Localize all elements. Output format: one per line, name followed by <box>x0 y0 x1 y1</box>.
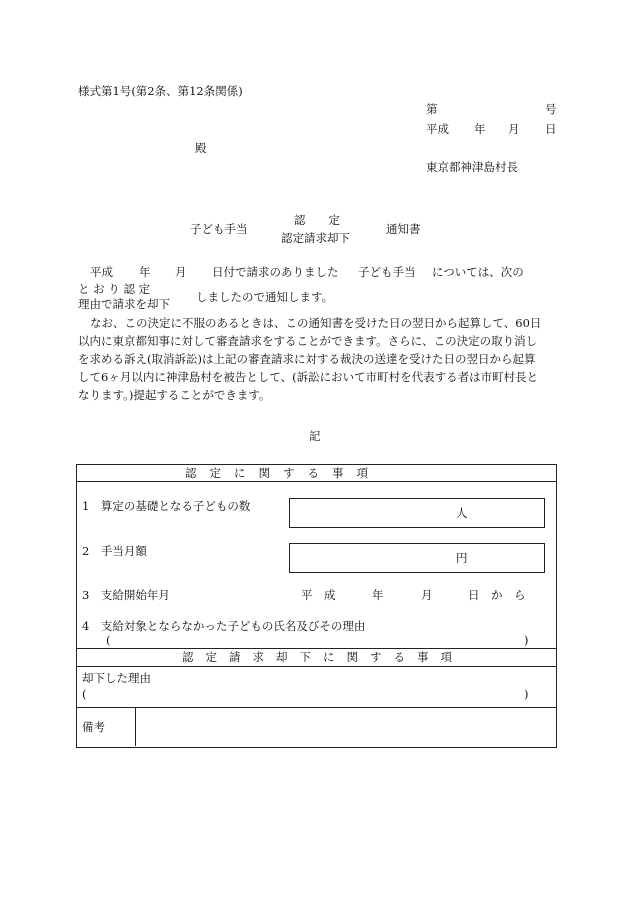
item-excluded-children-label: 4 支給対象とならなかった子どもの氏名及びその理由 <box>82 619 366 633</box>
rejection-reason-label: 却下した理由 <box>82 671 151 685</box>
body-date-rest: 日付で請求のありました <box>212 265 339 279</box>
body-option-reject: 理由で請求を却下 <box>78 297 170 311</box>
date-month: 月 <box>508 122 520 136</box>
divider <box>76 707 556 708</box>
appeal-line-4: して6ヶ月以内に神津島村を被告として、(訴訟において市町村を代表する者は市町村長と <box>78 370 539 384</box>
item-start-date-label: 3 支給開始年月 <box>82 588 170 602</box>
form-number: 様式第1号(第2条、第12条関係) <box>78 84 243 98</box>
item-monthly-amount-label: 2 手当月額 <box>82 544 147 558</box>
start-date-day: 日 か ら <box>468 588 526 602</box>
date-day: 日 <box>545 122 557 136</box>
title-option-approve: 認 定 <box>294 213 340 227</box>
date-year: 年 <box>474 122 486 136</box>
number-suffix: 号 <box>545 102 557 116</box>
body-month: 月 <box>175 265 187 279</box>
body-era: 平成 <box>90 265 113 279</box>
date-era: 平成 <box>426 122 449 136</box>
title-subject: 子ども手当 <box>190 222 248 236</box>
section-rejection-header: 認定請求却下に関する事項 <box>182 650 464 664</box>
appeal-line-1: なお、この決定に不服のあるときは、この通知書を受けた日の翌日から起算して、60日 <box>90 316 542 330</box>
ki-heading: 記 <box>309 429 321 443</box>
divider <box>76 666 556 667</box>
number-prefix: 第 <box>426 102 438 116</box>
body-option-approve: と お り 認 定 <box>78 282 151 296</box>
body-year: 年 <box>139 265 151 279</box>
appeal-line-2: 以内に東京都知事に対して審査請求をすることができます。さらに、この決定の取り消し <box>78 334 538 348</box>
issuer-name: 東京都神津島村長 <box>426 160 518 174</box>
body-subject: 子ども手当 <box>358 265 416 279</box>
addressee-suffix: 殿 <box>195 141 207 155</box>
start-date-month: 月 <box>421 588 433 602</box>
excluded-paren-open: ( <box>106 633 111 647</box>
appeal-line-3: を求める訴え(取消訴訟)は上記の審査請求に対する裁決の送達を受けた日の翌日から起算 <box>78 352 536 366</box>
children-count-field <box>289 498 545 528</box>
notes-label: 備考 <box>82 720 105 734</box>
divider <box>76 648 556 649</box>
start-date-year: 年 <box>372 588 384 602</box>
start-date-era: 平 成 <box>301 588 336 602</box>
title-option-reject: 認定請求却下 <box>281 231 350 245</box>
reason-paren-close: ) <box>524 687 529 701</box>
monthly-amount-unit: 円 <box>456 551 468 565</box>
body-line2-tail: しましたので通知します。 <box>196 290 334 304</box>
title-suffix: 通知書 <box>386 222 421 236</box>
reason-paren-open: ( <box>82 687 87 701</box>
divider <box>76 481 556 482</box>
section-approval-header: 認定に関する事項 <box>185 466 381 480</box>
monthly-amount-field <box>289 543 545 573</box>
excluded-paren-close: ) <box>524 633 529 647</box>
item-children-count-label: 1 算定の基礎となる子どもの数 <box>82 499 251 513</box>
body-line1-tail: については、次の <box>432 265 524 279</box>
appeal-line-5: なります。)提起することができます。 <box>78 388 271 402</box>
divider <box>135 707 136 746</box>
children-count-unit: 人 <box>456 506 468 520</box>
